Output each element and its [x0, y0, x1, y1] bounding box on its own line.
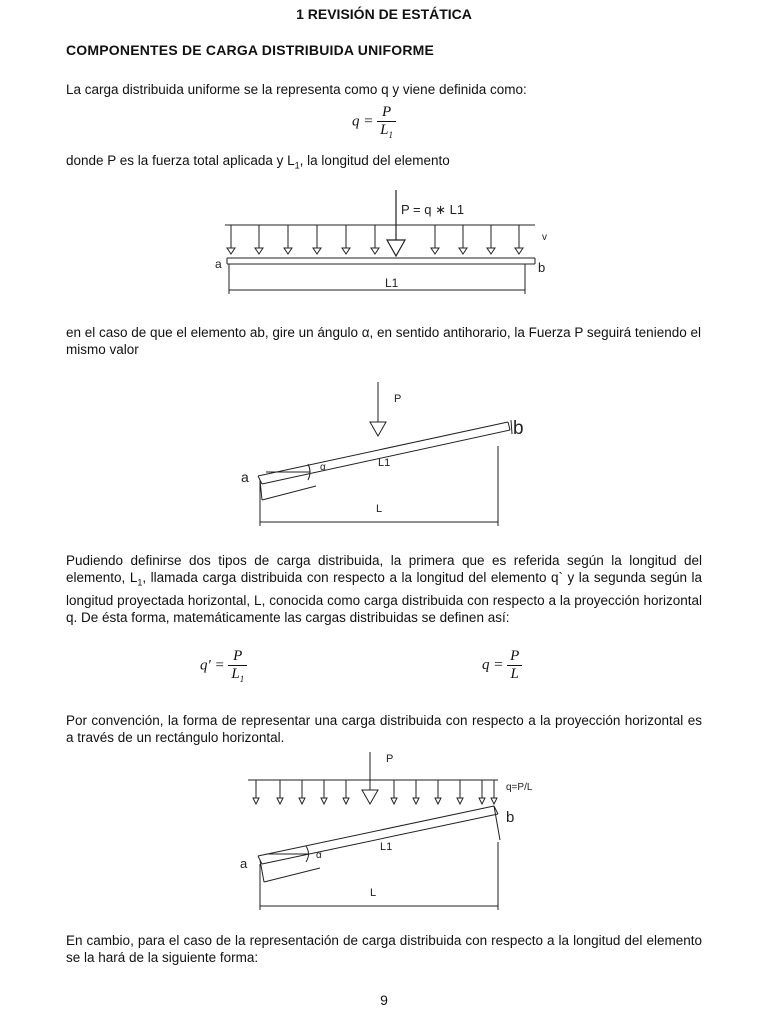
- angle-label: α: [320, 462, 326, 473]
- formula-denominator: L: [380, 122, 389, 138]
- load-label: v: [542, 232, 547, 243]
- formula-denominator: L: [510, 666, 519, 682]
- p2-sub: 1: [294, 160, 300, 171]
- paragraph-convention: Por convención, la forma de representar una carga distribuida con respecto a la proyección horizontal es a través de un rectángulo horizontal.: [66, 713, 702, 745]
- formula-lhs: q =: [352, 113, 374, 130]
- formula-q: [352, 104, 396, 140]
- formula-numerator: P: [233, 648, 243, 664]
- formula-q-horizontal: [482, 648, 522, 683]
- p2-text: donde P es la fuerza total aplicada y L: [66, 153, 295, 168]
- force-label: P = q ∗ L1: [401, 202, 465, 217]
- distributed-load-arrows: [253, 780, 497, 804]
- formula-fraction: [377, 104, 396, 140]
- paragraph-element-length: En cambio, para el caso de la representación de carga distribuida con respecto a la longitud del elemento se la hará de la siguiente forma:: [66, 933, 702, 965]
- point-b-label: b: [513, 418, 524, 439]
- load-label: q=P/L: [506, 782, 533, 793]
- section-title: 1 REVISIÓN DE ESTÁTICA: [296, 6, 472, 22]
- point-b-label: b: [506, 809, 515, 826]
- paragraph-rotation: en el caso de que el elemento ab, gire un ángulo α, en sentido antihorario, la Fuerza P seguirá teniendo el mismo valor: [66, 325, 701, 357]
- paragraph-types: [66, 552, 702, 626]
- paragraph-where: [66, 152, 702, 175]
- figure-horizontal-beam: [205, 190, 565, 302]
- point-b-label: b: [538, 260, 546, 275]
- force-label: P: [386, 753, 394, 765]
- projected-length-label: L: [370, 887, 377, 899]
- p4-sub: 1: [137, 577, 143, 588]
- inclined-length-label: L1: [378, 457, 391, 469]
- formula-denominator-sub: 1: [239, 674, 245, 684]
- page-number: 9: [380, 992, 388, 1008]
- paragraph-definition: La carga distribuida uniforme se la representa como q y viene definida como:: [66, 82, 527, 97]
- formula-lhs: q' =: [200, 657, 225, 674]
- p4-text: Pudiendo definirse dos tipos de carga distribuida, la primera que es referida según la longitud del elemento, L: [66, 553, 702, 585]
- formula-numerator: P: [381, 104, 392, 120]
- formula-fraction: [228, 648, 247, 684]
- formula-numerator: P: [510, 648, 520, 664]
- figure-projected-load: [236, 750, 556, 912]
- p2-text-after: , la longitud del elemento: [299, 153, 450, 168]
- point-a-label: a: [241, 469, 249, 485]
- formula-denominator: L: [231, 666, 240, 682]
- formula-lhs: q =: [482, 656, 504, 673]
- formula-denominator-sub: 1: [388, 130, 393, 140]
- angle-label: α: [316, 850, 322, 861]
- inclined-length-label: L1: [380, 841, 393, 853]
- distributed-load-arrows: [227, 225, 523, 254]
- formula-fraction: [507, 648, 522, 683]
- figure-inclined-beam: [236, 380, 536, 528]
- formula-q-prime: [200, 648, 247, 684]
- section-subtitle: COMPONENTES DE CARGA DISTRIBUIDA UNIFORME: [66, 42, 435, 58]
- projected-length-label: L: [376, 503, 383, 515]
- point-a-label: a: [215, 257, 222, 271]
- p4-text-after: , llamada carga distribuida con respecto a la longitud del elemento q` y la segunda según la longitud proyectada horizontal, L, conocida como carga distribuida con respecto a la proyección horizontal q. De ésta forma, matemáticamente las cargas distribuidas se definen así:: [66, 570, 703, 625]
- force-label: P: [394, 393, 402, 405]
- length-label: L1: [385, 276, 399, 290]
- point-a-label: a: [240, 856, 248, 871]
